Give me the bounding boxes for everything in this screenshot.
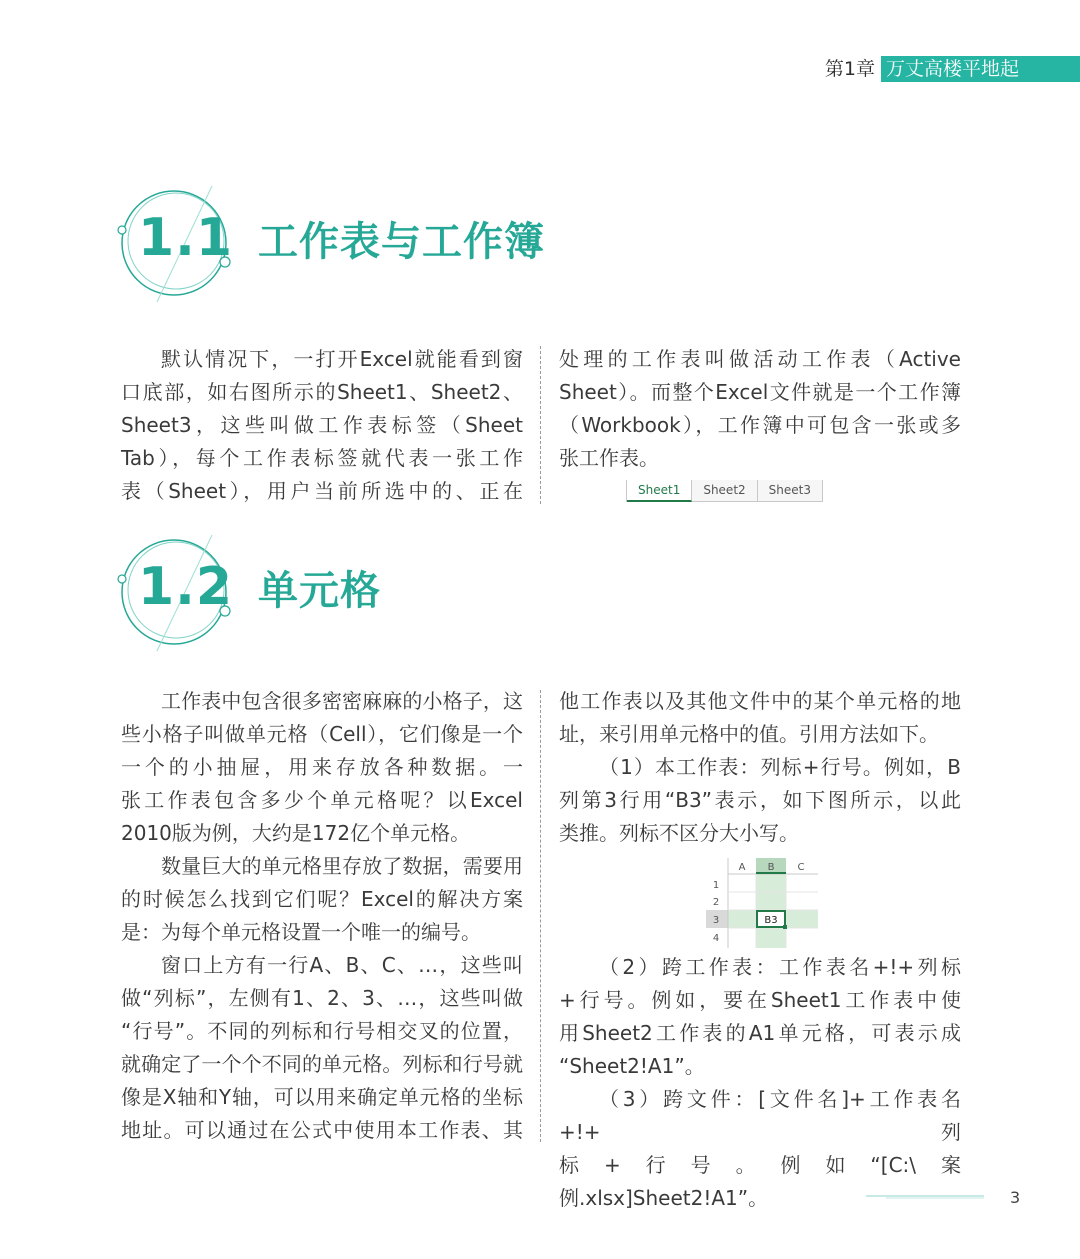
paragraph-line: 的时候怎么找到它们呢？Excel的解决方案 [121, 887, 523, 911]
footer-decoration [866, 1195, 984, 1199]
paragraph-line: 做“列标”，左侧有1、2、3、…，这些叫做 [121, 986, 523, 1010]
paragraph-line: 张工作表包含多少个单元格呢？以Excel [121, 788, 523, 812]
cell-grid-figure [706, 858, 818, 948]
grid-row-label: 2 [712, 897, 720, 908]
section2-right-column [559, 685, 961, 850]
paragraph-line: 类推。列标不区分大小写。 [559, 821, 799, 845]
section2-right-column-continued [559, 951, 961, 1215]
paragraph-line: Sheet3，这些叫做工作表标签（Sheet [121, 413, 523, 437]
paragraph-line: 是：为每个单元格设置一个唯一的编号。 [121, 920, 481, 944]
grid-row-label: 3 [712, 915, 720, 926]
paragraph-line: 他工作表以及其他文件中的某个单元格的地 [559, 689, 961, 713]
paragraph-line: 一个的小抽屉，用来存放各种数据。一 [121, 755, 523, 779]
paragraph-line: 标+行号。例如“[C:\案例.xlsx]Sheet2!A1”。 [559, 1153, 961, 1210]
section-title: 工作表与工作簿 [258, 219, 545, 265]
grid-row-label: 4 [712, 933, 720, 944]
paragraph-line: +行号。例如，要在Sheet1工作表中使 [559, 988, 961, 1012]
section-heading-1-2 [112, 527, 632, 657]
selected-cell-label: B3 [764, 915, 778, 926]
paragraph-line: 址，来引用单元格中的值。引用方法如下。 [559, 722, 939, 746]
chapter-title: 万丈高楼平地起 [881, 56, 1080, 82]
section-number: 1.1 [138, 208, 234, 268]
column-divider [540, 346, 541, 504]
chapter-header [825, 56, 1080, 82]
grid-column-label: C [797, 862, 805, 873]
paragraph-line: （Workbook），工作簿中可包含一张或多 [559, 413, 961, 437]
section-number: 1.2 [138, 557, 234, 617]
paragraph-line: 用Sheet2工作表的A1单元格，可表示成 [559, 1021, 961, 1045]
sheet-tab: Sheet1 [627, 480, 692, 502]
section-title: 单元格 [258, 568, 381, 614]
paragraph-line: （1）本工作表：列标+行号。例如，B [599, 755, 961, 779]
grid-column-label: B [767, 862, 775, 873]
paragraph-line: 些小格子叫做单元格（Cell），它们像是一个 [121, 722, 523, 746]
grid-column-label: A [738, 862, 746, 873]
paragraph-line: 表（Sheet），用户当前所选中的、正在 [121, 479, 523, 503]
paragraph-line: 默认情况下，一打开Excel就能看到窗 [161, 347, 523, 371]
paragraph-line: 地址。可以通过在公式中使用本工作表、其 [121, 1118, 523, 1142]
sheet-tabs-figure [626, 480, 823, 502]
paragraph-line: 数量巨大的单元格里存放了数据，需要用 [161, 854, 523, 878]
paragraph-line: “Sheet2!A1”。 [559, 1054, 705, 1078]
grid-row-label: 1 [712, 880, 720, 891]
paragraph-line: 2010版为例，大约是172亿个单元格。 [121, 821, 471, 845]
paragraph-line: 处理的工作表叫做活动工作表（Active [559, 347, 961, 371]
paragraph-line: （3）跨文件：[文件名]+工作表名+!+列 [559, 1087, 961, 1144]
paragraph-line: Tab），每个工作表标签就代表一张工作 [121, 446, 523, 470]
paragraph-line: 口底部，如右图所示的Sheet1、Sheet2、 [121, 380, 523, 404]
section2-left-column [121, 685, 523, 1147]
paragraph-line: 就确定了一个个不同的单元格。列标和行号就 [121, 1052, 523, 1076]
paragraph-line: Sheet）。而整个Excel文件就是一个工作簿 [559, 380, 961, 404]
paragraph-line: “行号”。不同的列标和行号相交叉的位置， [121, 1019, 523, 1043]
paragraph-line: 像是X轴和Y轴，可以用来确定单元格的坐标 [121, 1085, 523, 1109]
section1-right-column [559, 343, 961, 475]
paragraph-line: 窗口上方有一行A、B、C、…，这些叫 [161, 953, 523, 977]
section1-left-column [121, 343, 523, 508]
chapter-number: 第1章 [824, 58, 875, 80]
section-heading-1-1 [112, 178, 632, 308]
paragraph-line: 工作表中包含很多密密麻麻的小格子，这 [161, 689, 523, 713]
paragraph-line: （2）跨工作表：工作表名+!+列标 [599, 955, 961, 979]
paragraph-line: 列第3行用“B3”表示，如下图所示，以此 [559, 788, 961, 812]
sheet-tab: Sheet2 [692, 480, 757, 502]
page-number: 3 [1010, 1188, 1021, 1207]
sheet-tab: Sheet3 [758, 480, 823, 502]
column-divider [540, 690, 541, 1142]
paragraph-line: 张工作表。 [559, 446, 659, 470]
